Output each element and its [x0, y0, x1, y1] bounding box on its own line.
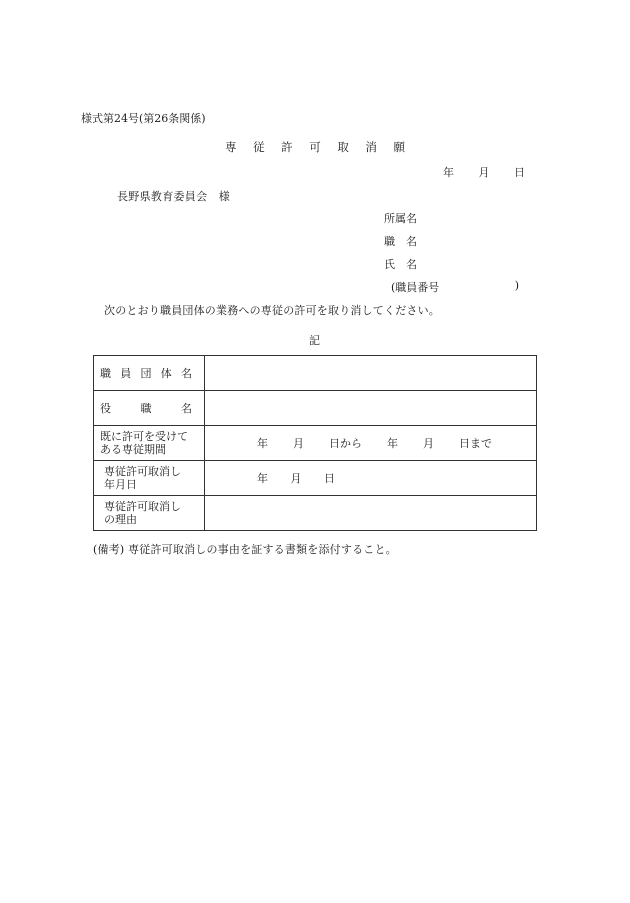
period-field[interactable]: 年 月 日から 年 月 日まで	[205, 426, 537, 461]
date-month: 月	[478, 166, 490, 179]
org-name-label: 職 員 団 体 名	[94, 356, 205, 391]
table-row	[94, 356, 537, 391]
ki-heading: 記	[309, 334, 320, 347]
title-char: 許	[281, 140, 293, 154]
table-row	[94, 391, 537, 426]
name-label: 氏 名	[384, 258, 417, 271]
document-title	[225, 139, 405, 155]
role-label: 役 職 名	[94, 391, 205, 426]
staff-number	[391, 279, 519, 295]
application-table	[93, 355, 537, 531]
title-char: 従	[253, 140, 265, 154]
title-char: 取	[337, 140, 349, 154]
post-label: 職 名	[384, 235, 417, 248]
application-date	[443, 164, 525, 180]
form-number: 様式第24号(第26条関係)	[81, 112, 206, 125]
table-row	[94, 496, 537, 531]
date-year: 年	[443, 166, 454, 179]
reason-label: 専従許可取消し の理由	[94, 496, 205, 531]
period-label: 既に許可を受けて ある専従期間	[94, 426, 205, 461]
title-char: 願	[393, 140, 405, 154]
remarks-note: (備考) 専従許可取消しの事由を証する書類を添付すること。	[93, 543, 397, 556]
revoke-date-field[interactable]: 年 月 日	[205, 461, 537, 496]
title-char: 専	[225, 140, 237, 154]
intro-text: 次のとおり職員団体の業務への専従の許可を取り消してください。	[104, 304, 440, 317]
addressee: 長野県教育委員会 様	[117, 190, 230, 203]
title-char: 可	[309, 140, 321, 154]
role-field[interactable]	[205, 391, 537, 426]
table-row	[94, 461, 537, 496]
title-char: 消	[365, 140, 377, 154]
org-name-field[interactable]	[205, 356, 537, 391]
date-day: 日	[514, 166, 525, 179]
affiliation-label: 所属名	[384, 212, 417, 225]
staff-number-label: (職員番号	[391, 281, 440, 294]
table-row	[94, 426, 537, 461]
revoke-date-label: 専従許可取消し 年月日	[94, 461, 205, 496]
reason-field[interactable]	[205, 496, 537, 531]
staff-number-close: )	[514, 279, 519, 292]
